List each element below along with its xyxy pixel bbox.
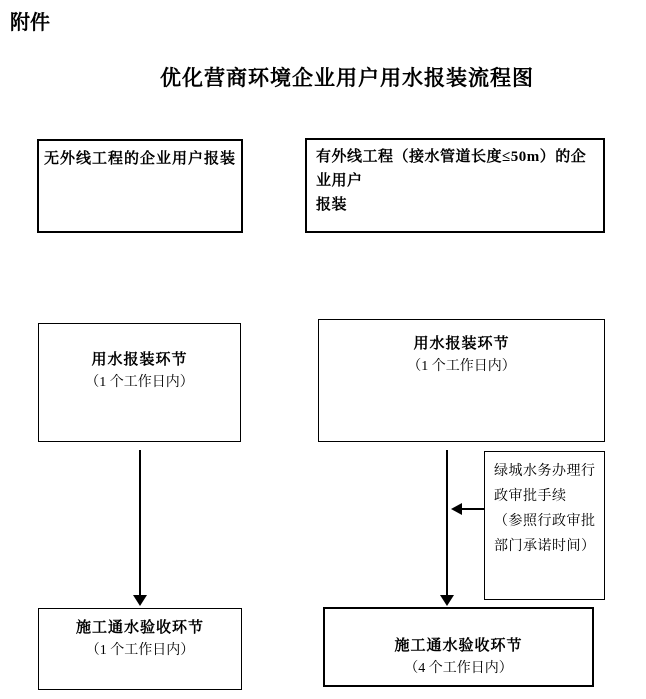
flow-box-water-application-right (318, 319, 605, 442)
arrowhead-down-left-icon (133, 595, 147, 606)
flow-box-duration: （4 个工作日内） (404, 661, 513, 676)
arrow-line-admin-to-flow (461, 508, 484, 510)
flow-box-label-line1: 有外线工程（接水管道长度≤50m）的企业用户 (316, 149, 587, 189)
flow-box-title: 施工通水验收环节 (75, 620, 204, 636)
flow-box-duration: （1 个工作日内） (85, 643, 195, 658)
flow-box-title: 用水报装环节 (413, 336, 510, 352)
flow-box-admin-line2: 政审批手续 (494, 489, 567, 504)
flow-box-duration: （1 个工作日内） (407, 359, 516, 374)
arrowhead-down-right-icon (440, 595, 454, 606)
flow-box-title: 施工通水验收环节 (394, 638, 523, 654)
arrow-line-left-column (139, 450, 141, 596)
flow-box-admin-line1: 绿城水务办理行 (494, 464, 596, 479)
flow-box-label-line2: 报装 (316, 197, 348, 213)
flow-box-acceptance-left (38, 608, 242, 690)
page-title: 优化营商环境企业用户用水报装流程图 (160, 66, 534, 90)
flow-box-start-no-external-works (37, 139, 243, 233)
flow-box-admin-line3: （参照行政审批 (494, 514, 596, 529)
flow-box-water-application-left (38, 323, 241, 442)
arrowhead-left-icon (451, 503, 462, 515)
arrow-line-right-column (446, 450, 448, 596)
flow-box-title: 用水报装环节 (91, 352, 188, 368)
attachment-label: 附件 (10, 12, 50, 34)
flow-box-duration: （1 个工作日内） (85, 375, 194, 390)
flow-box-admin-line4: 部门承诺时间） (494, 539, 596, 554)
flow-box-start-external-works (305, 138, 605, 233)
flow-box-acceptance-right (323, 607, 594, 687)
flow-box-label: 无外线工程的企业用户报装 (43, 151, 236, 167)
flow-box-admin-approval (484, 451, 605, 600)
